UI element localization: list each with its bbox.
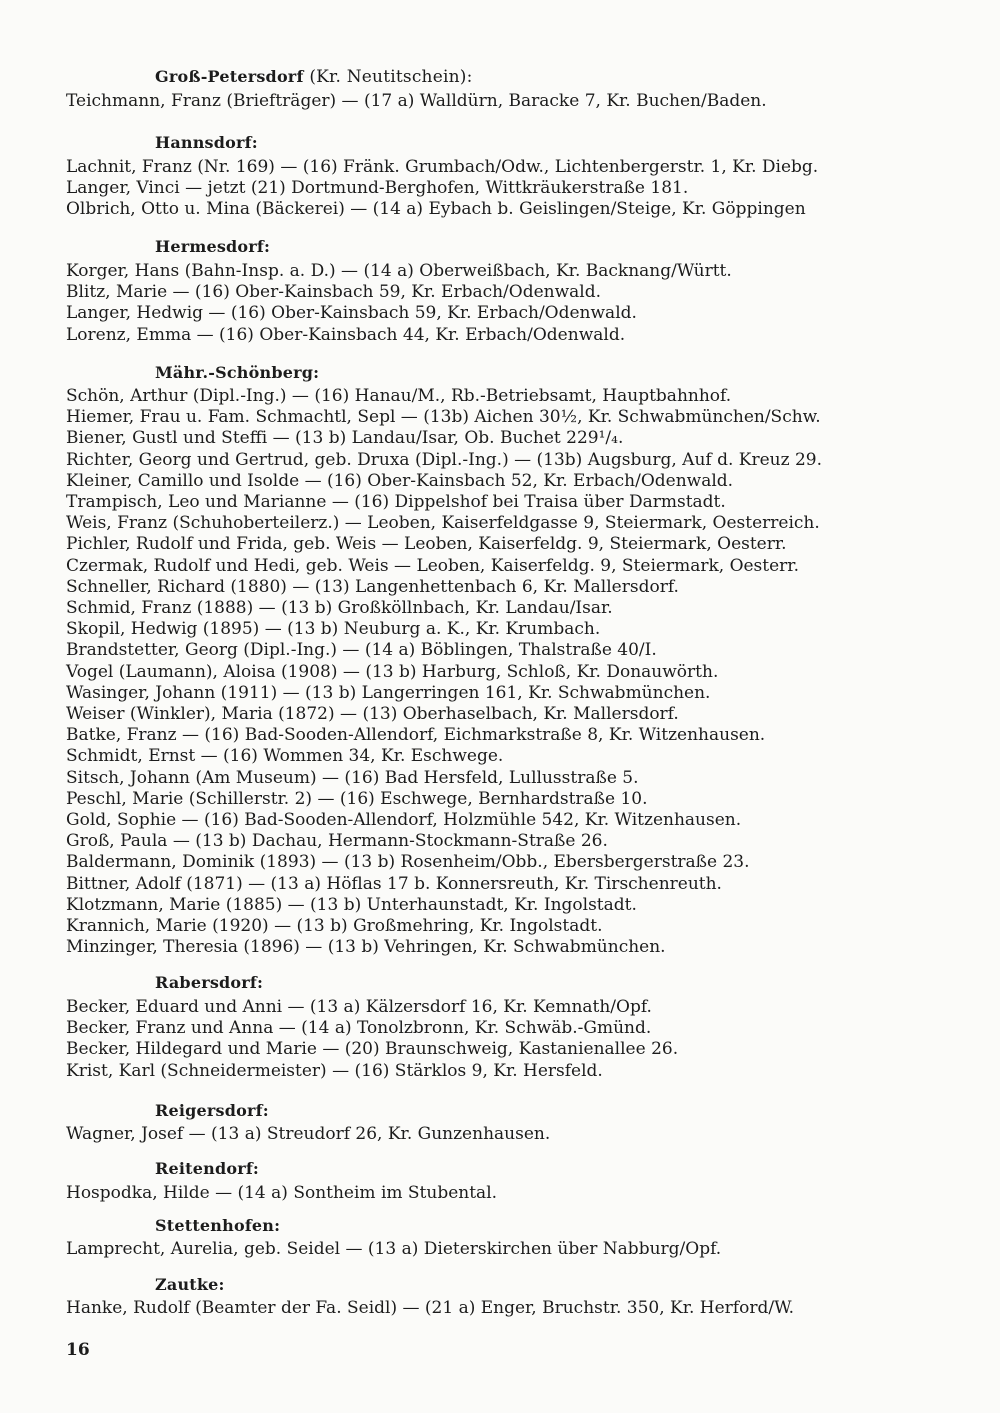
section-title: Reitendorf: — [155, 1159, 260, 1178]
listing-entry: Biener, Gustl und Steffi — (13 b) Landau/Isar, Ob. Buchet 229¹/₄. — [66, 428, 624, 449]
listing-entry: Teichmann, Franz (Briefträger) — (17 a) Walldürn, Baracke 7, Kr. Buchen/Baden. — [66, 91, 767, 111]
listing-entry: Wagner, Josef — (13 a) Streudorf 26, Kr. Gunzenhausen. — [66, 1124, 551, 1144]
listing-entry: Krist, Karl (Schneidermeister) — (16) Stärklos 9, Kr. Hersfeld. — [66, 1060, 603, 1081]
section-heading — [0, 132, 258, 154]
listing-entry: Olbrich, Otto u. Mina (Bäckerei) — (14 a) Eybach b. Geislingen/Steige, Kr. Göppingen — [66, 199, 806, 220]
section-heading — [0, 1100, 269, 1122]
listing-entry: Lamprecht, Aurelia, geb. Seidel — (13 a) Dieterskirchen über Nabburg/Opf. — [66, 1239, 722, 1259]
listing-entry: Langer, Vinci — jetzt (21) Dortmund-Berghofen, Wittkräukerstraße 181. — [66, 178, 689, 199]
section-heading — [0, 1158, 259, 1180]
section-heading — [0, 972, 263, 994]
page-number: 16 — [66, 1340, 90, 1360]
listing-entry: Richter, Georg und Gertrud, geb. Druxa (Dipl.-Ing.) — (13b) Augsburg, Auf d. Kreuz 29. — [66, 449, 823, 470]
listing-entry: Kleiner, Camillo und Isolde — (16) Ober-Kainsbach 52, Kr. Erbach/Odenwald. — [66, 470, 734, 491]
listing-entry: Batke, Franz — (16) Bad-Sooden-Allendorf, Eichmarkstraße 8, Kr. Witzenhausen. — [66, 725, 766, 746]
listing-entry: Blitz, Marie — (16) Ober-Kainsbach 59, Kr. Erbach/Odenwald. — [66, 282, 602, 303]
listing-entry: Vogel (Laumann), Aloisa (1908) — (13 b) Harburg, Schloß, Kr. Donauwörth. — [66, 661, 719, 682]
listing-entry: Weis, Franz (Schuhoberteilerz.) — Leoben, Kaiserfeldgasse 9, Steiermark, Oesterreich. — [66, 513, 820, 534]
listing-entry: Peschl, Marie (Schillerstr. 2) — (16) Eschwege, Bernhardstraße 10. — [66, 788, 648, 809]
listing-entry: Schmid, Franz (1888) — (13 b) Großköllnbach, Kr. Landau/Isar. — [66, 598, 613, 618]
listing-entry: Krannich, Marie (1920) — (13 b) Großmehring, Kr. Ingolstadt. — [66, 916, 603, 936]
listing-entry: Lachnit, Franz (Nr. 169) — (16) Fränk. Grumbach/Odw., Lichtenbergerstr. 1, Kr. Diebg. — [66, 157, 819, 177]
listing-entry: Skopil, Hedwig (1895) — (13 b) Neuburg a. K., Kr. Krumbach. — [66, 619, 601, 640]
listing-entry: Hanke, Rudolf (Beamter der Fa. Seidl) — (21 a) Enger, Bruchstr. 350, Kr. Herford/W. — [66, 1298, 794, 1318]
listing-entry: Trampisch, Leo und Marianne — (16) Dippelshof bei Traisa über Darmstadt. — [66, 492, 726, 512]
listing-entry: Hiemer, Frau u. Fam. Schmachtl, Sepl — (13b) Aichen 30½, Kr. Schwabmünchen/Schw. — [66, 407, 821, 428]
listing-entry: Bittner, Adolf (1871) — (13 a) Höflas 17 b. Konnersreuth, Kr. Tirschenreuth. — [66, 873, 722, 894]
listing-entry: Wasinger, Johann (1911) — (13 b) Langerringen 161, Kr. Schwabmünchen. — [66, 682, 711, 703]
listing-entry: Hospodka, Hilde — (14 a) Sontheim im Stubental. — [66, 1183, 498, 1203]
section-title: Mähr.-Schönberg: — [155, 363, 320, 382]
listing-entry: Gold, Sophie — (16) Bad-Sooden-Allendorf, Holzmühle 542, Kr. Witzenhausen. — [66, 810, 742, 830]
section-title: Reigersdorf: — [155, 1101, 269, 1120]
section-subtitle: (Kr. Neutitschein): — [309, 67, 473, 87]
listing-entry: Groß, Paula — (13 b) Dachau, Hermann-Stockmann-Straße 26. — [66, 831, 608, 852]
section-title: Zautke: — [155, 1275, 225, 1294]
listing-entry: Czermak, Rudolf und Hedi, geb. Weis — Leoben, Kaiserfeldg. 9, Steiermark, Oesterr. — [66, 555, 799, 576]
section-heading — [0, 1215, 280, 1237]
section-title: Stettenhofen: — [155, 1216, 281, 1235]
listing-entry: Becker, Hildegard und Marie — (20) Braunschweig, Kastanienallee 26. — [66, 1039, 679, 1060]
listing-entry: Brandstetter, Georg (Dipl.-Ing.) — (14 a) Böblingen, Thalstraße 40/I. — [66, 640, 657, 661]
listing-entry: Korger, Hans (Bahn-Insp. a. D.) — (14 a) Oberweißbach, Kr. Backnang/Württ. — [66, 261, 732, 281]
section-title: Hannsdorf: — [155, 133, 258, 152]
listing-entry: Becker, Eduard und Anni — (13 a) Kälzersdorf 16, Kr. Kemnath/Opf. — [66, 997, 652, 1017]
listing-entry: Weiser (Winkler), Maria (1872) — (13) Oberhaselbach, Kr. Mallersdorf. — [66, 704, 679, 724]
listing-entry: Lorenz, Emma — (16) Ober-Kainsbach 44, Kr. Erbach/Odenwald. — [66, 324, 626, 345]
listing-entry: Minzinger, Theresia (1896) — (13 b) Vehringen, Kr. Schwabmünchen. — [66, 937, 666, 958]
listing-entry: Langer, Hedwig — (16) Ober-Kainsbach 59, Kr. Erbach/Odenwald. — [66, 303, 637, 324]
listing-entry: Schön, Arthur (Dipl.-Ing.) — (16) Hanau/M., Rb.-Betriebsamt, Hauptbahnhof. — [66, 386, 732, 406]
listing-entry: Becker, Franz und Anna — (14 a) Tonolzbronn, Kr. Schwäb.-Gmünd. — [66, 1018, 652, 1039]
listing-entry: Sitsch, Johann (Am Museum) — (16) Bad Hersfeld, Lullusstraße 5. — [66, 767, 639, 788]
section-title: Rabersdorf: — [155, 973, 264, 992]
section-heading — [0, 1274, 225, 1296]
section-heading — [0, 66, 473, 88]
section-heading — [0, 236, 270, 258]
listing-entry: Klotzmann, Marie (1885) — (13 b) Unterhaunstadt, Kr. Ingolstadt. — [66, 894, 637, 915]
section-title: Groß-Petersdorf — [155, 67, 304, 86]
section-title: Hermesdorf: — [155, 237, 271, 256]
listing-entry: Baldermann, Dominik (1893) — (13 b) Rosenheim/Obb., Ebersbergerstraße 23. — [66, 852, 750, 873]
section-heading — [0, 362, 319, 384]
listing-entry: Schneller, Richard (1880) — (13) Langenhettenbach 6, Kr. Mallersdorf. — [66, 576, 679, 597]
listing-entry: Schmidt, Ernst — (16) Wommen 34, Kr. Eschwege. — [66, 746, 504, 767]
listing-entry: Pichler, Rudolf und Frida, geb. Weis — Leoben, Kaiserfeldg. 9, Steiermark, Oesterr. — [66, 534, 787, 555]
